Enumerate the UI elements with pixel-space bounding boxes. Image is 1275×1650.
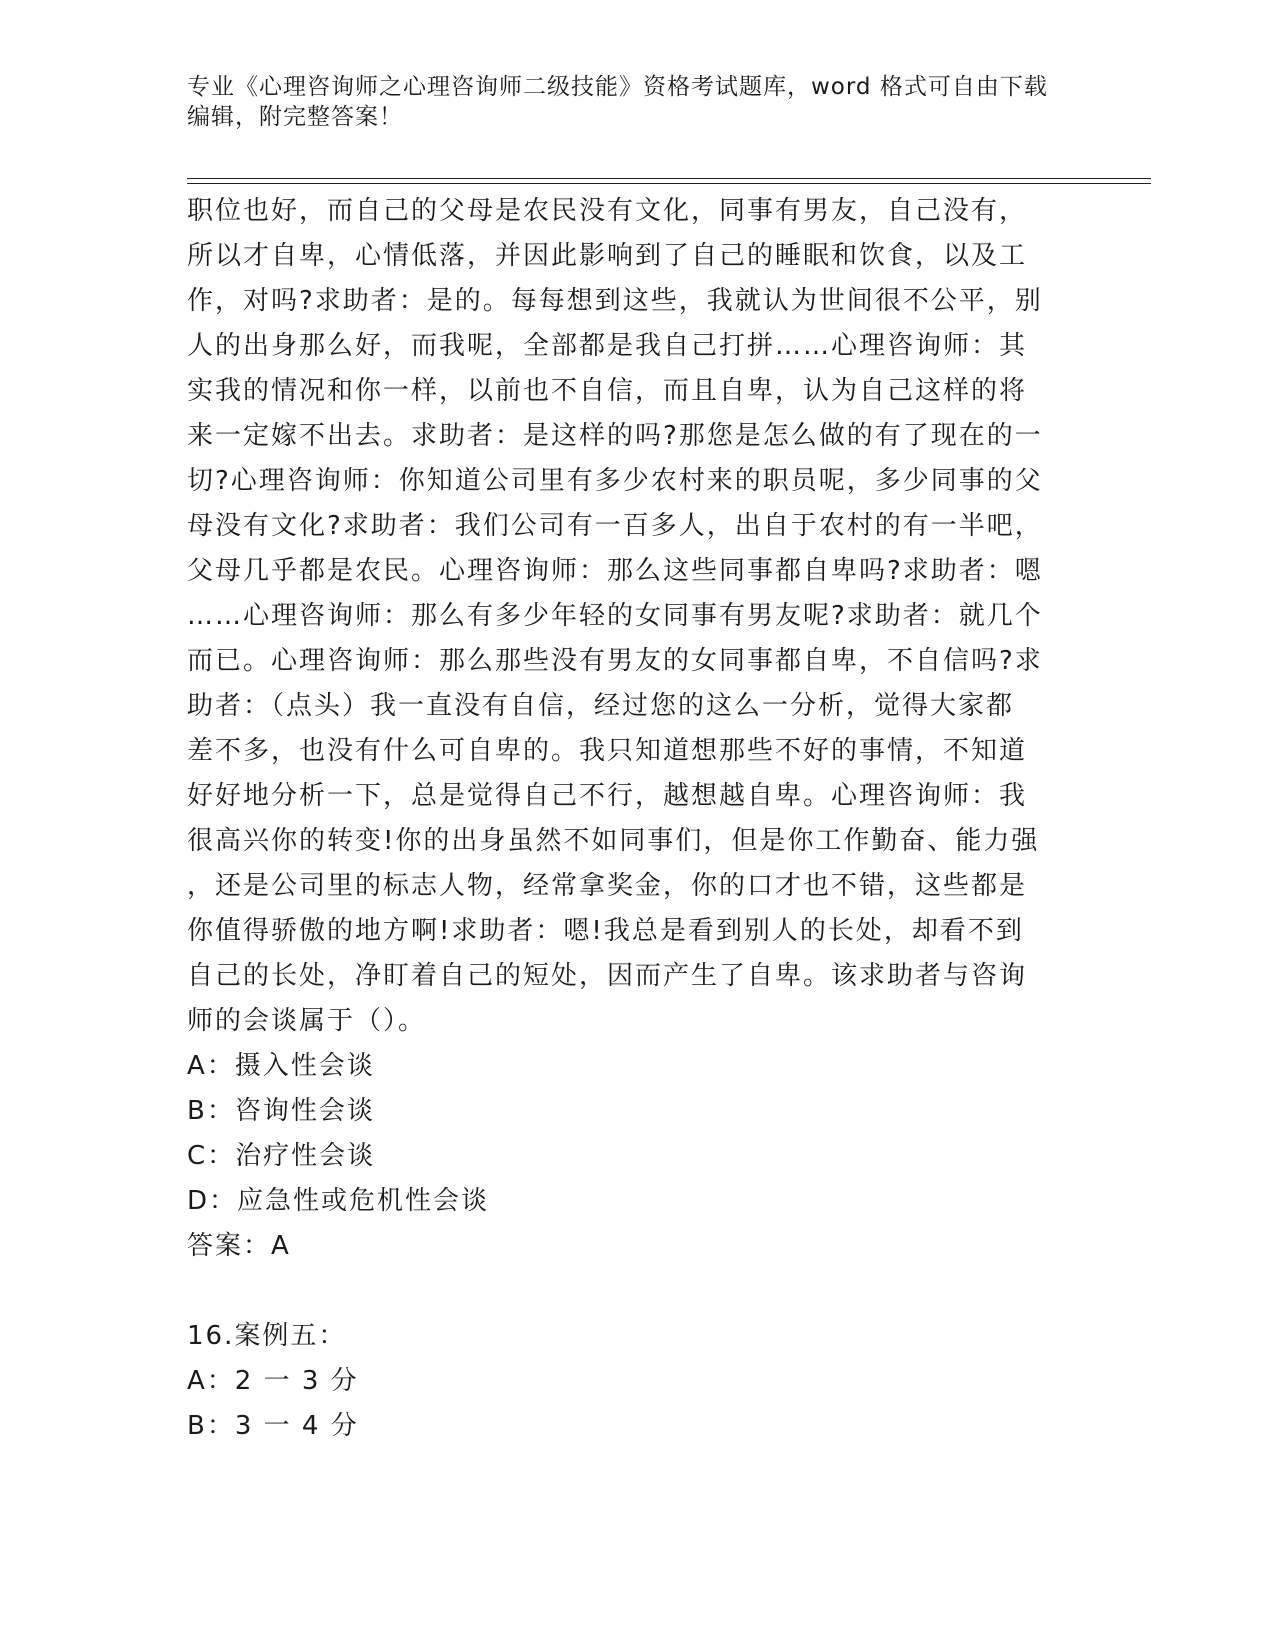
passage-line: 好好地分析一下，总是觉得自己不行，越想越自卑。心理咨询师：我: [187, 781, 1028, 811]
answer-key: 答案：A: [187, 1231, 291, 1261]
header-divider-top: [187, 178, 1151, 179]
option-c: C：治疗性会谈: [187, 1141, 376, 1171]
passage-line: 所以才自卑，心情低落，并因此影响到了自己的睡眠和饮食，以及工: [187, 241, 1028, 271]
question-16-title: 16.案例五：: [187, 1321, 347, 1351]
passage-line: 师的会谈属于（）。: [187, 1006, 427, 1036]
passage-line: 而已。心理咨询师：那么那些没有男友的女同事都自卑，不自信吗?求: [187, 646, 1043, 676]
question-16-option-b: B：3 一 4 分: [187, 1411, 359, 1441]
answer-options: [187, 1044, 1087, 1224]
passage-line: 来一定嫁不出去。求助者：是这样的吗?那您是怎么做的有了现在的一: [187, 421, 1043, 451]
header-divider-bottom: [187, 183, 1151, 184]
passage-line: 你值得骄傲的地方啊!求助者：嗯!我总是看到别人的长处，却看不到: [187, 916, 1024, 946]
spacer: [187, 1269, 1087, 1314]
passage-line: 父母几乎都是农民。心理咨询师：那么这些同事都自卑吗?求助者：嗯: [187, 556, 1043, 586]
passage-line: 切?心理咨询师：你知道公司里有多少农村来的职员呢，多少同事的父: [187, 466, 1043, 496]
header-title-line-2: 编辑，附完整答案！: [187, 104, 403, 130]
option-b: B：咨询性会谈: [187, 1096, 375, 1126]
passage-line: 实我的情况和你一样，以前也不自信，而且自卑，认为自己这样的将: [187, 376, 1028, 406]
question-16: [187, 1314, 1087, 1449]
passage-line: 差不多，也没有什么可自卑的。我只知道想那些不好的事情，不知道: [187, 736, 1028, 766]
question-16-option-a: A：2 一 3 分: [187, 1366, 359, 1396]
passage-line: 很高兴你的转变!你的出身虽然不如同事们，但是你工作勤奋、能力强: [187, 826, 1040, 856]
header-title-line-1: 专业《心理咨询师之心理咨询师二级技能》资格考试题库，word 格式可自由下载: [187, 74, 1048, 100]
passage-line: ，还是公司里的标志人物，经常拿奖金，你的口才也不错，这些都是: [187, 871, 1028, 901]
question-passage: [187, 189, 1087, 1044]
option-a: A：摄入性会谈: [187, 1051, 375, 1081]
passage-line: 助者：（点头）我一直没有自信，经过您的这么一分析，觉得大家都: [187, 691, 1015, 721]
passage-line: 母没有文化?求助者：我们公司有一百多人，出自于农村的有一半吧，: [187, 511, 1043, 541]
passage-line: 自己的长处，净盯着自己的短处，因而产生了自卑。该求助者与咨询: [187, 961, 1028, 991]
passage-line: 职位也好，而自己的父母是农民没有文化，同事有男友，自己没有，: [187, 196, 1028, 226]
passage-line: 作，对吗?求助者：是的。每每想到这些，我就认为世间很不公平，别: [187, 286, 1043, 316]
option-d: D：应急性或危机性会谈: [187, 1186, 490, 1216]
question-content: [187, 189, 1087, 1449]
passage-line: 人的出身那么好，而我呢，全部都是我自己打拼……心理咨询师：其: [187, 331, 1028, 361]
passage-line: ……心理咨询师：那么有多少年轻的女同事有男友呢?求助者：就几个: [187, 601, 1043, 631]
document-header: [187, 72, 1067, 132]
